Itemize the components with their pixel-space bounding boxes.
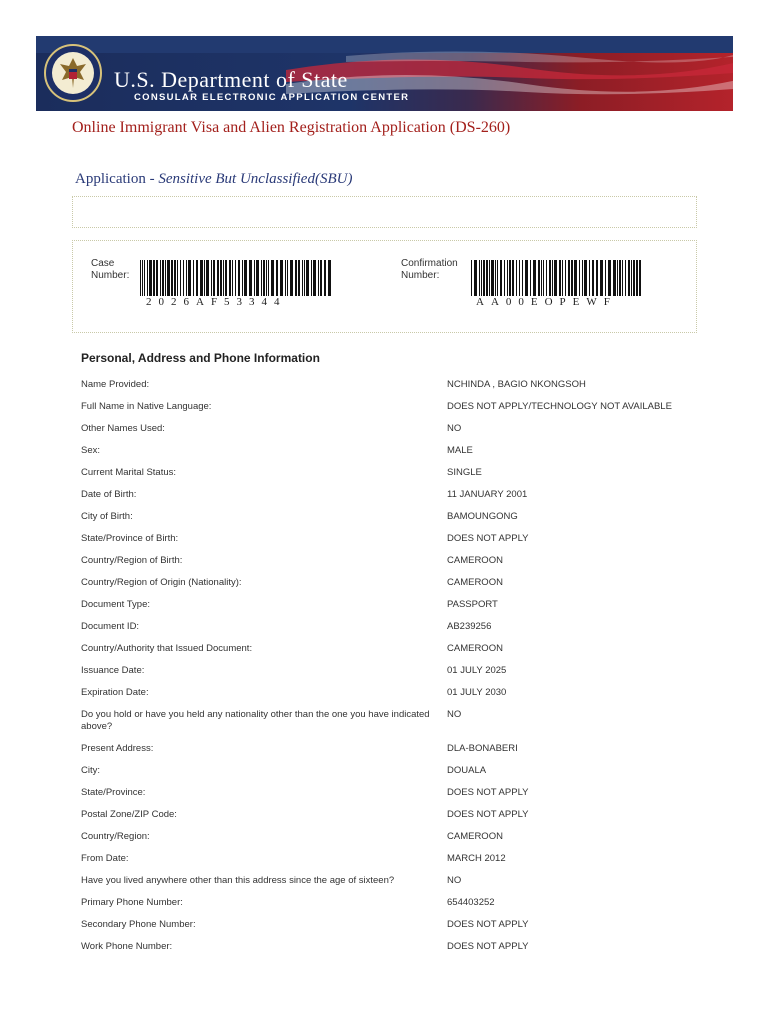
barcode-bar: [263, 260, 265, 296]
barcode-bar: [261, 260, 262, 296]
barcode-bar: [298, 260, 300, 296]
confirmation-number-label: Confirmation Number:: [401, 258, 458, 281]
barcode-bar: [519, 260, 520, 296]
barcode-bar: [147, 260, 148, 296]
field-value: CAMEROON: [447, 643, 503, 654]
field-value: MARCH 2012: [447, 853, 506, 864]
barcode-bar: [220, 260, 222, 296]
state-department-seal-icon: [44, 44, 102, 102]
barcode-bar: [525, 260, 528, 296]
barcode-bar: [608, 260, 611, 296]
table-row: [81, 577, 701, 589]
field-label: Sex:: [81, 445, 101, 456]
barcode-bar: [311, 260, 312, 296]
table-row: [81, 643, 701, 655]
field-label: Present Address:: [81, 743, 154, 754]
barcode-bar: [211, 260, 212, 296]
field-value: DOUALA: [447, 765, 487, 776]
field-value: NO: [447, 709, 462, 720]
barcode-bar: [483, 260, 485, 296]
field-label: Have you lived anywhere other than this address since the age of sixteen?: [81, 875, 395, 886]
barcode-bar: [596, 260, 598, 296]
barcode-bar: [546, 260, 547, 296]
department-title: U.S. Department of State: [114, 67, 348, 92]
field-label: Date of Birth:: [81, 489, 137, 500]
field-label: State/Province of Birth:: [81, 533, 179, 544]
barcode-bar: [568, 260, 570, 296]
barcode-bar: [600, 260, 603, 296]
barcode-bar: [541, 260, 542, 296]
barcode-bar: [229, 260, 231, 296]
barcode-bar: [196, 260, 198, 296]
barcode-bar: [235, 260, 236, 296]
barcode-bar: [156, 260, 158, 296]
table-row: [81, 787, 701, 799]
field-label: State/Province:: [81, 787, 146, 798]
case-number-value: 2026AF53344: [146, 296, 287, 308]
barcode-bar: [149, 260, 152, 296]
sbu-label: Sensitive But Unclassified(SBU): [158, 171, 353, 187]
barcode-bar: [605, 260, 606, 296]
barcode-bar: [160, 260, 161, 296]
table-row: [81, 511, 701, 523]
barcode-bar: [584, 260, 587, 296]
field-value: DLA-BONABERI: [447, 743, 518, 754]
application-classification-line: [75, 171, 352, 188]
department-subtitle: CONSULAR ELECTRONIC APPLICATION CENTER: [134, 92, 410, 103]
field-label: From Date:: [81, 853, 129, 864]
table-row: [81, 489, 701, 501]
barcode-bar: [200, 260, 203, 296]
barcode-bar: [232, 260, 233, 296]
field-value: NCHINDA , BAGIO NKONGSOH: [447, 379, 586, 390]
field-value: 654403252: [447, 897, 495, 908]
barcode-bar: [639, 260, 641, 296]
barcode-bar: [313, 260, 316, 296]
table-row: [81, 467, 701, 479]
field-value: DOES NOT APPLY/TECHNOLOGY NOT AVAILABLE: [447, 401, 672, 412]
barcode-bar: [268, 260, 269, 296]
field-label: Primary Phone Number:: [81, 897, 183, 908]
barcode-bar: [174, 260, 176, 296]
barcode-bar: [306, 260, 309, 296]
barcode-bar: [479, 260, 480, 296]
field-label: Document ID:: [81, 621, 140, 632]
barcode-bar: [491, 260, 494, 296]
barcode-bar: [318, 260, 319, 296]
barcode-bar: [320, 260, 322, 296]
table-row: [81, 875, 701, 887]
info-table: [81, 379, 701, 963]
table-row: [81, 445, 701, 457]
field-label: Country/Region of Origin (Nationality):: [81, 577, 242, 588]
table-row: [81, 897, 701, 909]
barcode-bar: [636, 260, 638, 296]
barcode-bar: [530, 260, 531, 296]
application-prefix: Application -: [75, 171, 159, 187]
barcode-bar: [552, 260, 553, 296]
barcode-bar: [188, 260, 191, 296]
barcode-bar: [186, 260, 187, 296]
form-title: Online Immigrant Visa and Alien Registration Application (DS-260): [72, 119, 511, 136]
barcode-bar: [142, 260, 143, 296]
barcode-bar: [302, 260, 303, 296]
barcode-bar: [204, 260, 205, 296]
barcode-bar: [592, 260, 594, 296]
empty-info-box: [72, 196, 697, 228]
table-row: [81, 555, 701, 567]
barcode-bar: [543, 260, 544, 296]
barcode-bar: [554, 260, 557, 296]
field-label: Name Provided:: [81, 379, 150, 390]
barcode-bar: [516, 260, 517, 296]
barcode-bar: [574, 260, 577, 296]
table-row: [81, 599, 701, 611]
barcode-bar: [140, 260, 141, 296]
barcode-bar: [562, 260, 563, 296]
barcode-bar: [565, 260, 566, 296]
barcode-bar: [193, 260, 194, 296]
barcode-bar: [271, 260, 274, 296]
barcode-bar: [582, 260, 583, 296]
table-row: [81, 709, 701, 733]
barcode-bar: [559, 260, 561, 296]
barcode-bar: [295, 260, 297, 296]
barcode-bar: [512, 260, 514, 296]
barcode-bar: [617, 260, 618, 296]
barcode-bar: [481, 260, 482, 296]
table-row: [81, 941, 701, 953]
field-value: SINGLE: [447, 467, 482, 478]
field-label: Full Name in Native Language:: [81, 401, 212, 412]
case-number-barcode: [140, 260, 333, 296]
field-value: NO: [447, 423, 462, 434]
field-label: Document Type:: [81, 599, 151, 610]
barcode-bar: [571, 260, 573, 296]
barcode-bar: [538, 260, 540, 296]
field-value: CAMEROON: [447, 555, 503, 566]
confirmation-number-value: AA00EOPEWF: [476, 296, 617, 308]
table-row: [81, 665, 701, 677]
barcode-bar: [242, 260, 243, 296]
barcode-bar: [579, 260, 580, 296]
barcode-bar: [153, 260, 155, 296]
barcode-bar: [625, 260, 626, 296]
barcode-bar: [290, 260, 293, 296]
field-label: Work Phone Number:: [81, 941, 173, 952]
field-value: CAMEROON: [447, 577, 503, 588]
field-label: Do you hold or have you held any nationality other than the one you have indicated above?: [81, 709, 430, 732]
field-label: Country/Region:: [81, 831, 150, 842]
barcode-bar: [304, 260, 305, 296]
barcode-bar: [471, 260, 472, 296]
barcode-bar: [486, 260, 488, 296]
barcode-bar: [249, 260, 252, 296]
table-row: [81, 831, 701, 843]
confirmation-number-barcode: [471, 260, 645, 296]
barcode-bar: [631, 260, 632, 296]
field-value: DOES NOT APPLY: [447, 919, 529, 930]
field-label: City of Birth:: [81, 511, 133, 522]
barcode-bar: [244, 260, 247, 296]
field-value: 01 JULY 2025: [447, 665, 507, 676]
field-value: CAMEROON: [447, 831, 503, 842]
case-number-label: Case Number:: [91, 258, 130, 281]
header-banner: [36, 36, 733, 111]
barcode-bar: [266, 260, 267, 296]
barcode-bar: [495, 260, 496, 296]
barcode-bar: [213, 260, 215, 296]
barcode-bar: [206, 260, 209, 296]
field-label: Current Marital Status:: [81, 467, 177, 478]
barcode-bar: [144, 260, 145, 296]
field-value: NO: [447, 875, 462, 886]
barcode-bar: [167, 260, 170, 296]
barcode-bar: [183, 260, 184, 296]
field-label: Issuance Date:: [81, 665, 145, 676]
field-value: 11 JANUARY 2001: [447, 489, 528, 500]
barcode-bar: [622, 260, 623, 296]
barcode-bar: [287, 260, 288, 296]
field-value: DOES NOT APPLY: [447, 941, 529, 952]
table-row: [81, 919, 701, 931]
field-value: DOES NOT APPLY: [447, 787, 529, 798]
barcode-bar: [522, 260, 523, 296]
barcode-bar: [256, 260, 259, 296]
table-row: [81, 401, 701, 413]
field-value: PASSPORT: [447, 599, 498, 610]
barcode-bar: [474, 260, 477, 296]
barcode-bar: [285, 260, 286, 296]
field-value: AB239256: [447, 621, 492, 632]
field-value: 01 JULY 2030: [447, 687, 507, 698]
barcode-bar: [223, 260, 224, 296]
barcode-bar: [500, 260, 502, 296]
table-row: [81, 687, 701, 699]
field-label: Country/Region of Birth:: [81, 555, 183, 566]
barcode-bar: [180, 260, 181, 296]
barcode-bar: [177, 260, 178, 296]
barcode-bar: [549, 260, 551, 296]
field-label: City:: [81, 765, 100, 776]
table-row: [81, 423, 701, 435]
table-row: [81, 853, 701, 865]
barcode-bar: [509, 260, 511, 296]
barcode-bar: [489, 260, 490, 296]
barcode-bar: [171, 260, 173, 296]
barcode-bar: [165, 260, 166, 296]
barcode-bar: [633, 260, 635, 296]
barcode-bar: [280, 260, 283, 296]
barcode-bar: [504, 260, 505, 296]
table-row: [81, 765, 701, 777]
table-row: [81, 621, 701, 633]
field-label: Other Names Used:: [81, 423, 165, 434]
field-value: DOES NOT APPLY: [447, 533, 529, 544]
barcode-bar: [328, 260, 331, 296]
barcode-bar: [162, 260, 164, 296]
barcode-bar: [589, 260, 590, 296]
table-row: [81, 809, 701, 821]
field-value: MALE: [447, 445, 473, 456]
barcode-bar: [497, 260, 498, 296]
table-row: [81, 533, 701, 545]
field-value: BAMOUNGONG: [447, 511, 518, 522]
field-label: Postal Zone/ZIP Code:: [81, 809, 177, 820]
barcode-bar: [507, 260, 508, 296]
section-title: Personal, Address and Phone Information: [81, 351, 320, 365]
barcode-bar: [619, 260, 621, 296]
field-value: DOES NOT APPLY: [447, 809, 529, 820]
field-label: Country/Authority that Issued Document:: [81, 643, 253, 654]
table-row: [81, 379, 701, 391]
barcode-bar: [533, 260, 536, 296]
barcode-bar: [613, 260, 616, 296]
table-row: [81, 743, 701, 755]
barcode-bar: [225, 260, 227, 296]
barcode-bar: [254, 260, 255, 296]
field-label: Secondary Phone Number:: [81, 919, 196, 930]
barcode-bar: [628, 260, 630, 296]
barcode-bar: [238, 260, 240, 296]
barcode-bar: [276, 260, 278, 296]
field-label: Expiration Date:: [81, 687, 149, 698]
barcode-bar: [324, 260, 326, 296]
barcode-bar: [217, 260, 219, 296]
